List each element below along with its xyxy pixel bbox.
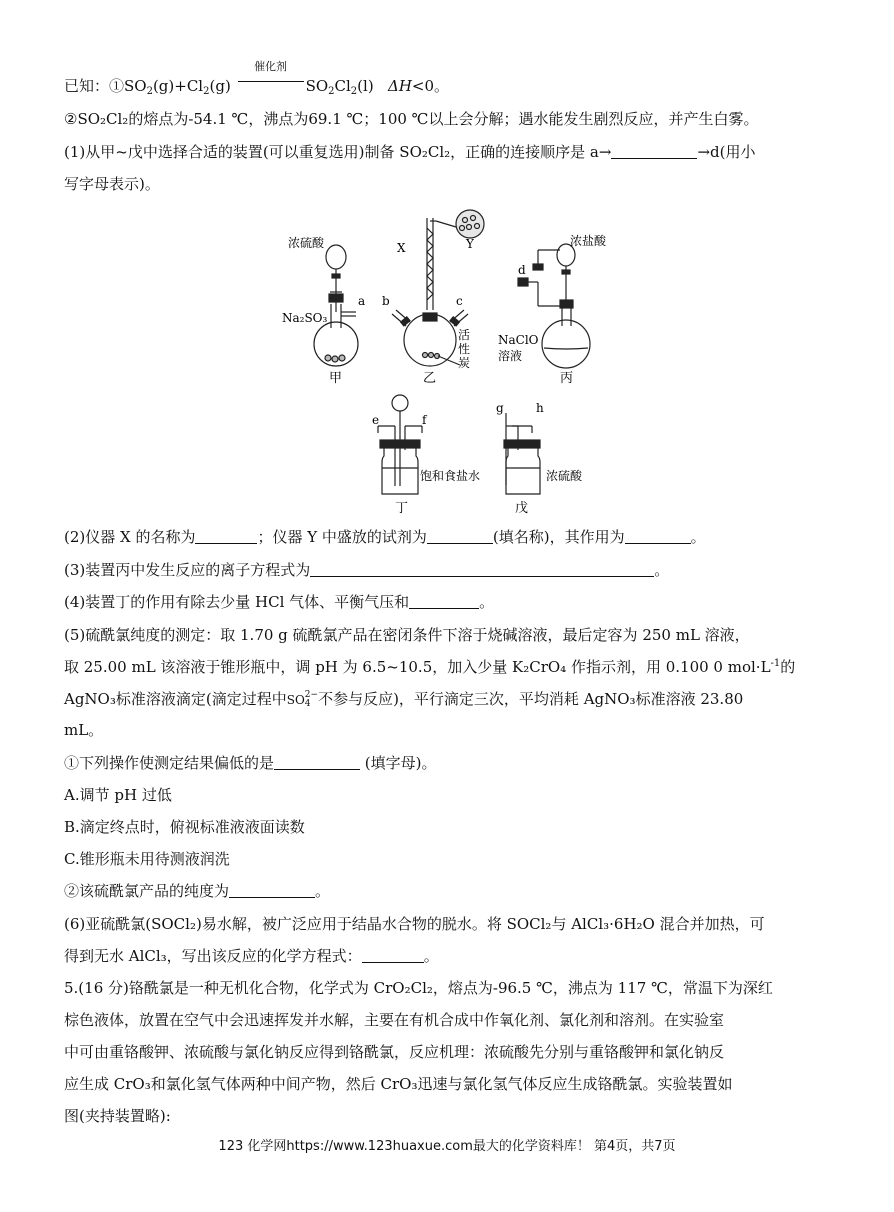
known-label: 已知：①SO bbox=[64, 77, 147, 95]
q2-blank-1[interactable] bbox=[195, 528, 257, 544]
q2-line: (2)仪器 X 的名称为 ；仪器 Y 中盛放的试剂为 (填名称)，其作用为 。 bbox=[64, 528, 706, 546]
q2-blank-2[interactable] bbox=[427, 528, 493, 544]
catalyst-label: 催化剂 bbox=[254, 60, 288, 73]
ding-label: 丁 bbox=[395, 501, 409, 516]
apparatus-diagram bbox=[270, 200, 610, 518]
q3-blank[interactable] bbox=[310, 561, 654, 577]
q5-option-a: A.调节 pH 过低 bbox=[64, 786, 172, 804]
yi-x: X bbox=[397, 241, 406, 255]
yi-port-c: c bbox=[456, 294, 463, 308]
q3-line: (3)装置丙中发生反应的离子方程式为 。 bbox=[64, 561, 670, 579]
p5-line2: 棕色液体，放置在空气中会迅速挥发并水解，主要在有机合成中作氧化剂、氯化剂和溶剂。在实验室 bbox=[64, 1011, 725, 1029]
apparatus-ding bbox=[378, 395, 422, 494]
delta-h-value: <0。 bbox=[411, 77, 450, 95]
jia-port: a bbox=[358, 294, 366, 308]
bing-reagent-top: 浓盐酸 bbox=[570, 234, 607, 248]
yi-y: Y bbox=[466, 237, 474, 251]
wu-solution: 浓硫酸 bbox=[546, 469, 583, 483]
q1-answer-blank[interactable] bbox=[611, 143, 697, 159]
bing-solution-2: 溶液 bbox=[498, 349, 523, 363]
wu-label: 戊 bbox=[515, 501, 529, 516]
q1-line1: (1)从甲~戊中选择合适的装置(可以重复选用)制备 SO₂Cl₂，正确的连接顺序是 a→ →d(用小 bbox=[64, 143, 756, 161]
wu-port-h: h bbox=[536, 401, 544, 415]
p5-line5: 图(夹持装置略): bbox=[64, 1107, 171, 1125]
yi-carbon-1: 活 bbox=[458, 328, 471, 342]
jia-reagent-top: 浓硫酸 bbox=[288, 236, 325, 250]
q5-line2: 取 25.00 mL 该溶液于锥形瓶中，调 pH 为 6.5~10.5，加入少量 K₂CrO₄ 作指示剂，用 0.100 0 $mol\cdot L^{-1}$的 bbox=[64, 658, 796, 676]
yi-carbon-2: 性 bbox=[458, 342, 471, 356]
known-equation: 已知：$①SO_2(g)+Cl_2(g)$ 催化剂 $SO_2Cl_2(l)$ ΔH<0。 bbox=[64, 60, 450, 97]
q5-line3: AgNO₃标准溶液滴定(滴定过程中SO2− 4 不参与反应)，平行滴定三次，平均消耗 AgNO₃标准溶液 23.80 bbox=[64, 690, 744, 709]
q4-blank[interactable] bbox=[409, 593, 479, 609]
q5-sub1: ①下列操作使测定结果偏低的是 (填字母)。 bbox=[64, 754, 437, 772]
catalyst-arrow bbox=[236, 60, 306, 97]
page-footer: 123 化学网https://www.123huaxue.com最大的化学资料库！ 第4页，共7页 bbox=[218, 1139, 676, 1154]
q5-sub2-blank[interactable] bbox=[229, 882, 315, 898]
q6-blank[interactable] bbox=[362, 947, 424, 963]
bing-solution-1: NaClO bbox=[498, 333, 539, 347]
ding-port-e: e bbox=[372, 413, 380, 427]
bing-label: 丙 bbox=[560, 371, 574, 386]
apparatus-wu bbox=[504, 413, 540, 494]
ding-port-f: f bbox=[422, 413, 427, 427]
apparatus-jia bbox=[314, 245, 358, 366]
q1-line2: 写字母表示)。 bbox=[64, 175, 160, 193]
q5-option-c: C.锥形瓶未用待测液润洗 bbox=[64, 850, 230, 868]
wu-port-g: g bbox=[496, 401, 504, 415]
apparatus-yi bbox=[392, 210, 484, 366]
props-line: ②SO₂Cl₂的熔点为-54.1 ℃，沸点为69.1 ℃；100 ℃以上会分解；遇水能发生剧烈反应，并产生白雾。 bbox=[64, 110, 759, 128]
q4-line: (4)装置丁的作用有除去少量 HCl 气体、平衡气压和 。 bbox=[64, 593, 495, 611]
q5-sub1-blank[interactable] bbox=[274, 754, 360, 770]
bing-port: d bbox=[518, 263, 526, 277]
q6-line1: (6)亚硫酰氯(SOCl₂)易水解，被广泛应用于结晶水合物的脱水。将 SOCl₂与 AlCl₃·6H₂O 混合并加热，可 bbox=[64, 915, 765, 933]
p5-line4: 应生成 CrO₃和氯化氢气体两种中间产物，然后 CrO₃迅速与氯化氢气体反应生成铬酰氯。实验装置如 bbox=[64, 1075, 733, 1093]
jia-reagent-bottom: Na₂SO₃ bbox=[282, 311, 328, 325]
yi-port-b: b bbox=[382, 294, 390, 308]
ding-solution: 饱和食盐水 bbox=[420, 469, 481, 483]
sulfate-ion: SO2− 4 bbox=[286, 690, 319, 709]
apparatus-bing bbox=[518, 244, 590, 368]
jia-label: 甲 bbox=[329, 371, 343, 386]
q5-line4: mL。 bbox=[64, 721, 104, 739]
yi-label: 乙 bbox=[423, 371, 437, 386]
delta-h-symbol: ΔH bbox=[387, 77, 412, 95]
q5-sub2: ②该硫酰氯产品的纯度为 。 bbox=[64, 882, 331, 900]
q5-line1: (5)硫酰氯纯度的测定：取 1.70 g 硫酰氯产品在密闭条件下溶于烧碱溶液，最后定容为 250 mL 溶液， bbox=[64, 626, 750, 644]
p5-line1: 5.(16 分)铬酰氯是一种无机化合物，化学式为 CrO₂Cl₂，熔点为-96.5 ℃，沸点为 117 ℃，常温下为深红 bbox=[64, 979, 773, 997]
yi-carbon-3: 炭 bbox=[458, 356, 471, 370]
p5-line3: 中可由重铬酸钾、浓硫酸与氯化钠反应得到铬酰氯，反应机理：浓硫酸先分别与重铬酸钾和氯化钠反 bbox=[64, 1043, 725, 1061]
q5-option-b: B.滴定终点时，俯视标准液液面读数 bbox=[64, 818, 305, 836]
q6-line2: 得到无水 AlCl₃，写出该反应的化学方程式： 。 bbox=[64, 947, 439, 965]
q2-blank-3[interactable] bbox=[625, 528, 691, 544]
